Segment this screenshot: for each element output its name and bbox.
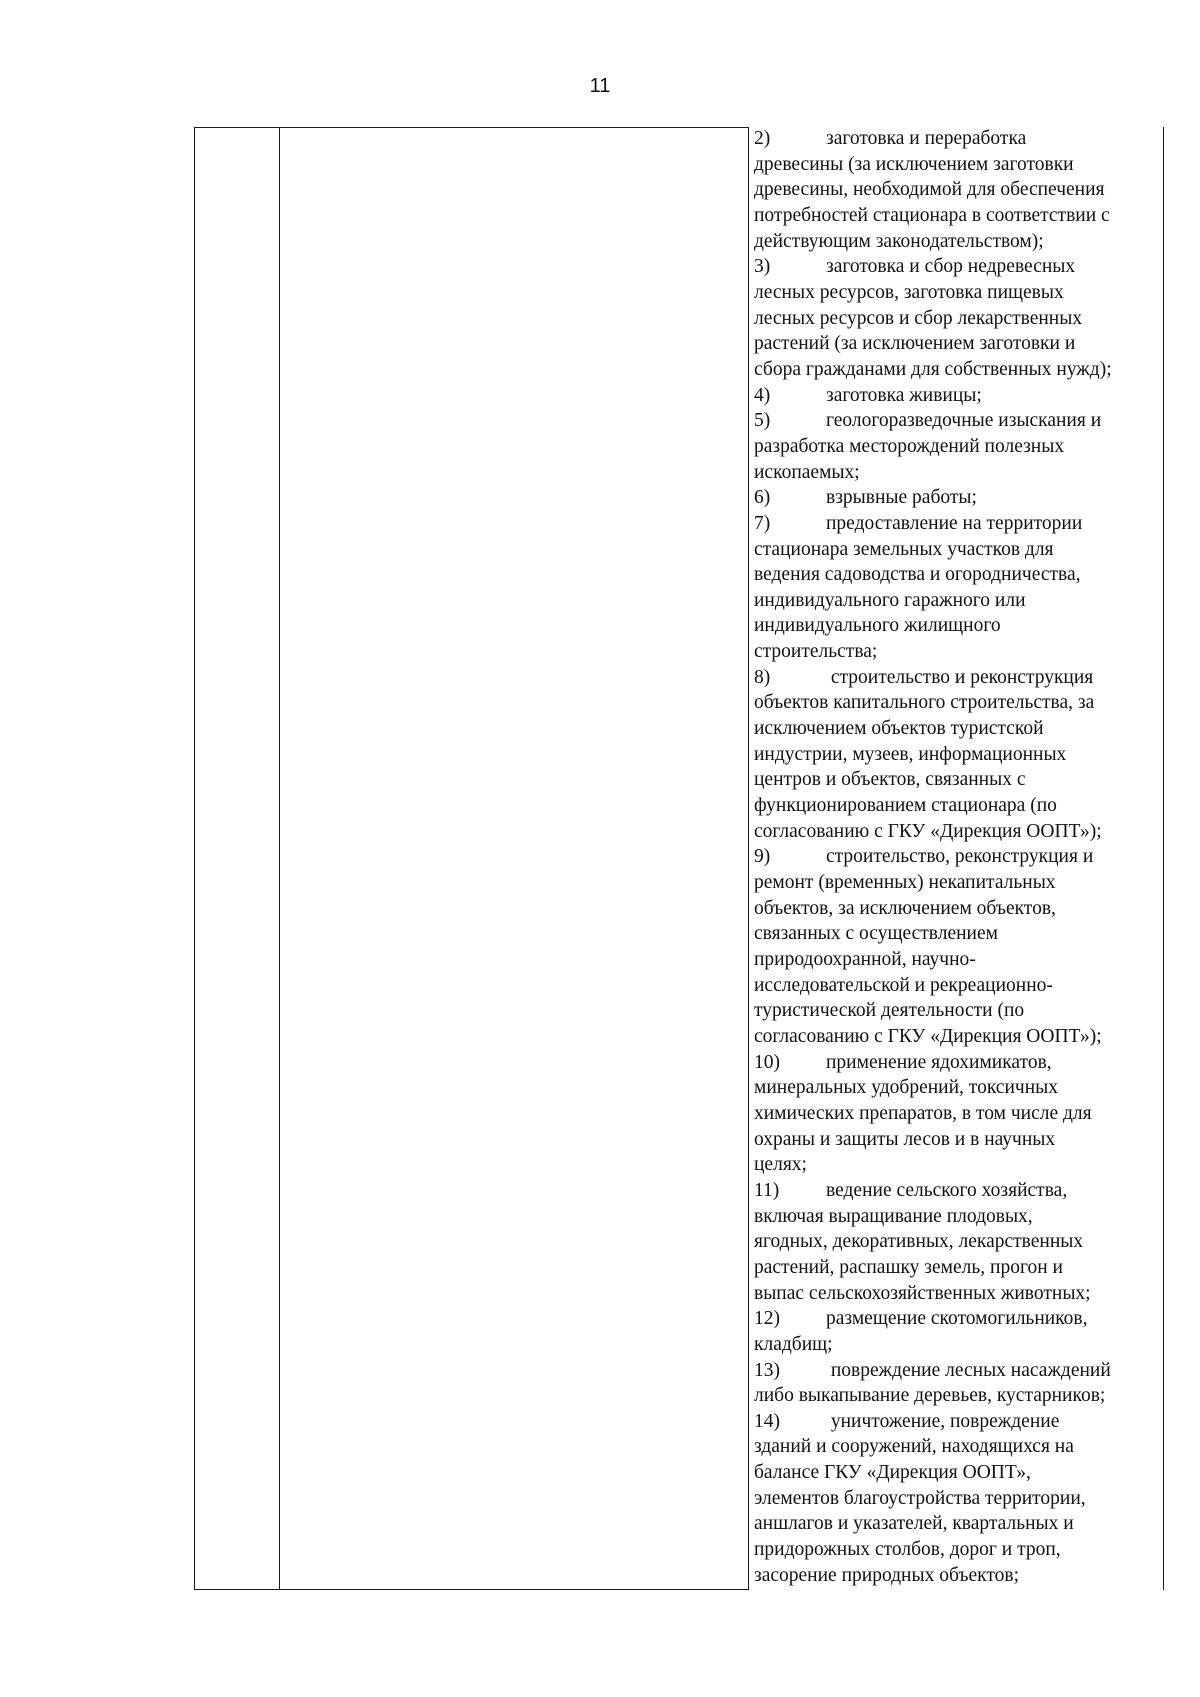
restriction-item-text: геологоразведочные изыскания и — [826, 410, 1102, 432]
restriction-item-text: строительство, реконструкция и — [826, 846, 1094, 868]
restriction-item-text: взрывные работы; — [826, 487, 977, 509]
restriction-item-number: 6) — [754, 487, 771, 509]
restriction-item-line: строительства; — [754, 641, 878, 663]
restriction-item-line: охраны и защиты лесов и в научных — [754, 1128, 1056, 1150]
restriction-item-line: аншлагов и указателей, квартальных и — [754, 1513, 1074, 1535]
restriction-item-line: связанных с осуществлением — [754, 923, 998, 945]
restriction-item-text: заготовка живицы; — [826, 384, 982, 406]
restriction-item-first-line — [754, 126, 1160, 152]
restriction-item-first-line — [754, 1306, 1160, 1332]
restriction-item-number: 5) — [754, 410, 771, 432]
restriction-item-line: функционированием стационара (по — [754, 795, 1057, 817]
restriction-item-line: ремонт (временных) некапитальных — [754, 872, 1056, 894]
restrictions-list — [754, 126, 1160, 1588]
restriction-item-text: ведение сельского хозяйства, — [826, 1179, 1068, 1201]
column-divider — [279, 127, 280, 1590]
restriction-item-line: исключением объектов туристской — [754, 718, 1044, 740]
restriction-item-line: индивидуального гаражного или — [754, 589, 1026, 611]
restriction-item-number: 3) — [754, 256, 771, 278]
restriction-item-line: минеральных удобрений, токсичных — [754, 1077, 1058, 1099]
restriction-item-first-line — [754, 1409, 1160, 1435]
restriction-item-line: индустрии, музеев, информационных — [754, 743, 1067, 765]
restriction-item-line: ископаемых; — [754, 461, 860, 483]
restriction-item-first-line — [754, 254, 1160, 280]
restriction-item-first-line — [754, 844, 1160, 870]
restriction-item-line: придорожных столбов, дорог и троп, — [754, 1539, 1061, 1561]
restriction-item-line: исследовательской и рекреационно- — [754, 974, 1053, 996]
restriction-item-line: ягодных, декоративных, лекарственных — [754, 1231, 1084, 1253]
restriction-item-number: 11) — [754, 1179, 780, 1201]
table-right-border — [1163, 127, 1164, 1590]
restriction-item-text: заготовка и переработка — [826, 128, 1027, 149]
restriction-item-line: стационара земельных участков для — [754, 538, 1054, 560]
restriction-item-text: повреждение лесных насаждений — [826, 1359, 1111, 1381]
restriction-item-number: 12) — [754, 1308, 780, 1330]
restriction-item-number: 8) — [754, 666, 771, 688]
restriction-item-number: 2) — [754, 128, 771, 149]
restriction-item-line: выпас сельскохозяйственных животных; — [754, 1282, 1091, 1304]
restriction-item-line: балансе ГКУ «Дирекция ООПТ», — [754, 1462, 1031, 1484]
restriction-item-line: объектов капитального строительства, за — [754, 692, 1095, 714]
restriction-item-first-line — [754, 1178, 1160, 1204]
restriction-item-number: 10) — [754, 1051, 780, 1073]
table-left-columns — [194, 127, 749, 1590]
restriction-item-first-line — [754, 511, 1160, 537]
restriction-item-line: кладбищ; — [754, 1333, 833, 1355]
restriction-item-number: 4) — [754, 384, 771, 406]
restriction-item-line: согласованию с ГКУ «Дирекция ООПТ»); — [754, 820, 1102, 842]
restriction-item-text: заготовка и сбор недревесных — [826, 256, 1076, 278]
restriction-item-text: применение ядохимикатов, — [826, 1051, 1052, 1073]
restriction-item-line: зданий и сооружений, находящихся на — [754, 1436, 1074, 1458]
restriction-item-line: ведения садоводства и огородничества, — [754, 564, 1081, 586]
restriction-item-text: строительство и реконструкция — [826, 666, 1094, 688]
restriction-item-line: природоохранной, научно- — [754, 949, 976, 970]
restriction-item-line: засорение природных объектов; — [754, 1564, 1019, 1586]
restriction-item-first-line — [754, 383, 1160, 409]
restriction-item-line: потребностей стационара в соответствии с — [754, 204, 1110, 226]
restriction-item-number: 9) — [754, 846, 771, 868]
restriction-item-line: разработка месторождений полезных — [754, 435, 1065, 457]
restriction-item-first-line — [754, 408, 1160, 434]
restriction-item-number: 13) — [754, 1359, 780, 1381]
restriction-item-line: древесины (за исключением заготовки — [754, 153, 1074, 175]
restriction-item-line: лесных ресурсов, заготовка пищевых — [754, 281, 1064, 303]
restriction-item-first-line — [754, 665, 1160, 691]
restriction-item-line: целях; — [754, 1154, 807, 1176]
restriction-item-line: включая выращивание плодовых, — [754, 1205, 1033, 1227]
restriction-item-line: согласованию с ГКУ «Дирекция ООПТ»); — [754, 1025, 1102, 1047]
restriction-item-number: 14) — [754, 1410, 780, 1432]
restriction-item-line: индивидуального жилищного — [754, 615, 1001, 637]
restriction-item-line: древесины, необходимой для обеспечения — [754, 179, 1105, 201]
restriction-item-text: предоставление на территории — [826, 512, 1083, 534]
restriction-item-line: растений, распашку земель, прогон и — [754, 1256, 1063, 1278]
restriction-item-line: либо выкапывание деревьев, кустарников; — [754, 1385, 1106, 1407]
restriction-item-line: лесных ресурсов и сбор лекарственных — [754, 307, 1083, 329]
restriction-item-first-line — [754, 1358, 1160, 1384]
restriction-item-line: туристической деятельности (по — [754, 1000, 1025, 1022]
restriction-item-line: центров и объектов, связанных с — [754, 769, 1026, 791]
restriction-item-text: уничтожение, повреждение — [826, 1410, 1060, 1432]
restriction-item-line: сбора гражданами для собственных нужд); — [754, 358, 1112, 380]
restriction-item-text: размещение скотомогильников, — [826, 1308, 1088, 1330]
restriction-item-line: элементов благоустройства территории, — [754, 1487, 1086, 1509]
restriction-item-number: 7) — [754, 512, 771, 534]
restriction-item-line: растений (за исключением заготовки и — [754, 333, 1076, 355]
restriction-item-line: химических препаратов, в том числе для — [754, 1102, 1092, 1124]
restriction-item-first-line — [754, 1050, 1160, 1076]
page-number: 11 — [589, 75, 611, 97]
restriction-item-first-line — [754, 485, 1160, 511]
restriction-item-line: действующим законодательством); — [754, 230, 1044, 252]
restriction-item-line: объектов, за исключением объектов, — [754, 897, 1056, 919]
